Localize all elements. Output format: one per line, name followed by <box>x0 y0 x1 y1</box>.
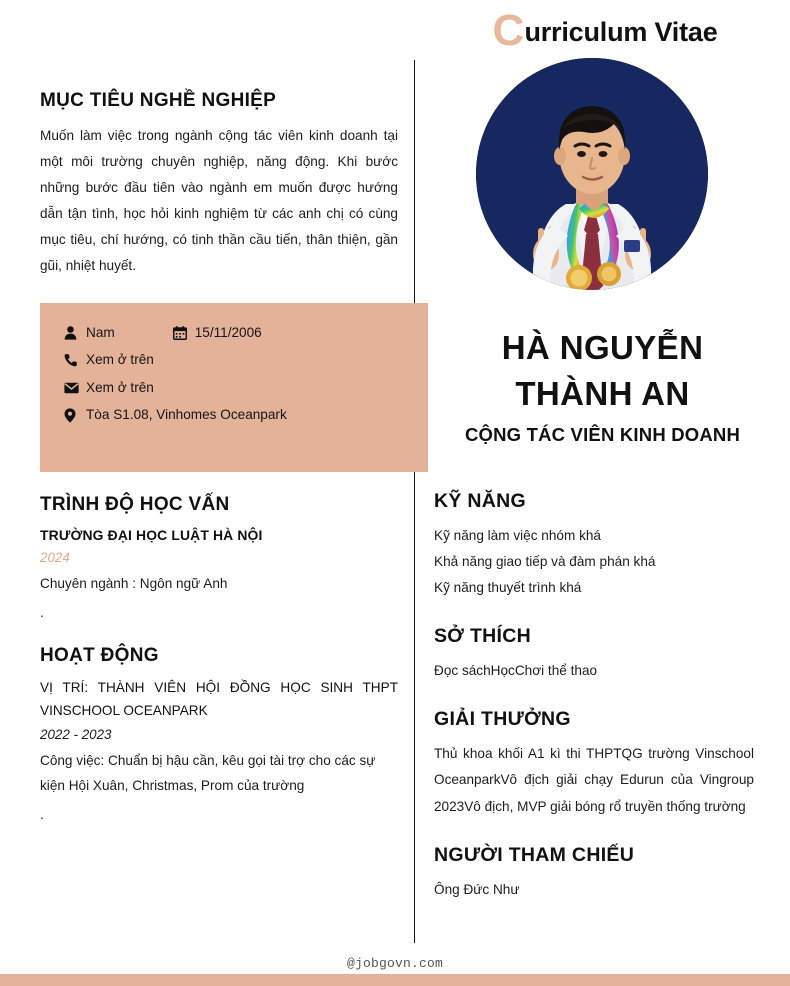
right-column <box>434 490 754 903</box>
name-block <box>430 325 775 446</box>
education-year: 2024 <box>40 549 70 565</box>
calendar-icon <box>173 326 195 340</box>
reference-title: NGƯỜI THAM CHIẾU <box>434 843 635 866</box>
skills-title: KỸ NĂNG <box>434 490 527 512</box>
awards-title: GIẢI THƯỞNG <box>434 708 571 731</box>
contact-card <box>40 303 428 472</box>
contact-birthday-value: 15/11/2006 <box>194 325 262 340</box>
contact-gender <box>64 325 115 341</box>
brand-title: urriculum Vitae <box>524 16 718 47</box>
location-pin-icon <box>64 408 86 423</box>
contact-birthday <box>173 325 262 341</box>
bottom-accent-bar <box>0 974 790 986</box>
contact-phone <box>64 352 428 368</box>
skills-section <box>434 490 754 601</box>
contact-gender-value: Nam <box>86 325 115 340</box>
objective-section <box>40 90 398 280</box>
person-icon <box>64 326 86 340</box>
avatar <box>476 58 708 290</box>
education-section <box>40 494 398 620</box>
hobbies-text: Đọc sáchHọcChơi thể thao <box>434 663 598 679</box>
envelope-icon <box>64 382 86 394</box>
objective-title: MỤC TIÊU NGHỀ NGHIỆP <box>40 90 277 111</box>
hobbies-title: SỞ THÍCH <box>434 625 532 648</box>
education-title: TRÌNH ĐỘ HỌC VẤN <box>40 494 230 515</box>
brand-initial-c: C <box>492 6 525 56</box>
objective-text: Muốn làm việc trong ngành cộng tác viên kinh doanh tại một môi trường chuyên nghiệp, năng động. Khi bước những bước đầu tiên vào ngành em muốn được hướng dẫn tận tình, học hỏi kinh nghiệm từ các anh chị có cùng mục tiêu, chí hướng, có tinh thần cầu tiến, thân thiện, gần gũi, nhiệt huyết. <box>40 128 398 274</box>
awards-section <box>434 708 754 819</box>
activity-year: 2022 - 2023 <box>40 726 112 742</box>
education-school: TRƯỜNG ĐẠI HỌC LUẬT HÀ NỘI <box>40 527 263 543</box>
phone-icon <box>64 353 86 367</box>
job-title: CỘNG TÁC VIÊN KINH DOANH <box>464 424 741 446</box>
activity-title: HOẠT ĐỘNG <box>40 645 159 666</box>
awards-text: Thủ khoa khối A1 kì thi THPTQG trường Vinschool OceanparkVô địch giải chạy Edurun của Vingroup 2023Vô địch, MVP giải bóng rổ truyền thống trường <box>434 746 754 814</box>
contact-email <box>64 380 428 396</box>
education-major: Chuyên ngành : Ngôn ngữ Anh <box>40 575 228 591</box>
activity-position: VỊ TRÍ: THÀNH VIÊN HỘI ĐỒNG HỌC SINH THPT VINSCHOOL OCEANPARK <box>40 680 398 719</box>
full-name-line2: THÀNH AN <box>515 374 690 412</box>
activity-description: Công việc: Chuẩn bị hậu cần, kêu gọi tài trợ cho các sự kiện Hội Xuân, Christmas, Prom của trường <box>40 752 376 793</box>
watermark: @jobgovn.com <box>346 956 443 971</box>
education-trailing-dot: . <box>40 605 44 620</box>
contact-email-value: Xem ở trên <box>86 379 154 395</box>
contact-address <box>64 407 428 423</box>
activity-trailing-dot: . <box>40 807 44 823</box>
reference-section <box>434 844 754 903</box>
skill-item: Kỹ năng thuyết trình khá <box>434 580 582 596</box>
contact-row-gender-birthday <box>64 325 428 341</box>
contact-address-value: Tòa S1.08, Vinhomes Oceanpark <box>86 406 287 422</box>
activity-section <box>40 645 398 822</box>
hobbies-section <box>434 625 754 684</box>
contact-phone-value: Xem ở trên <box>86 352 154 368</box>
reference-name: Ông Đức Như <box>434 881 520 897</box>
column-divider <box>414 60 415 943</box>
skill-item: Kỹ năng làm việc nhóm khá <box>434 528 601 543</box>
portrait-illustration <box>476 58 708 290</box>
full-name-line1: HÀ NGUYỄN <box>501 329 704 366</box>
cv-brand-header <box>440 6 770 58</box>
skill-item: Khả năng giao tiếp và đàm phán khá <box>434 554 656 570</box>
